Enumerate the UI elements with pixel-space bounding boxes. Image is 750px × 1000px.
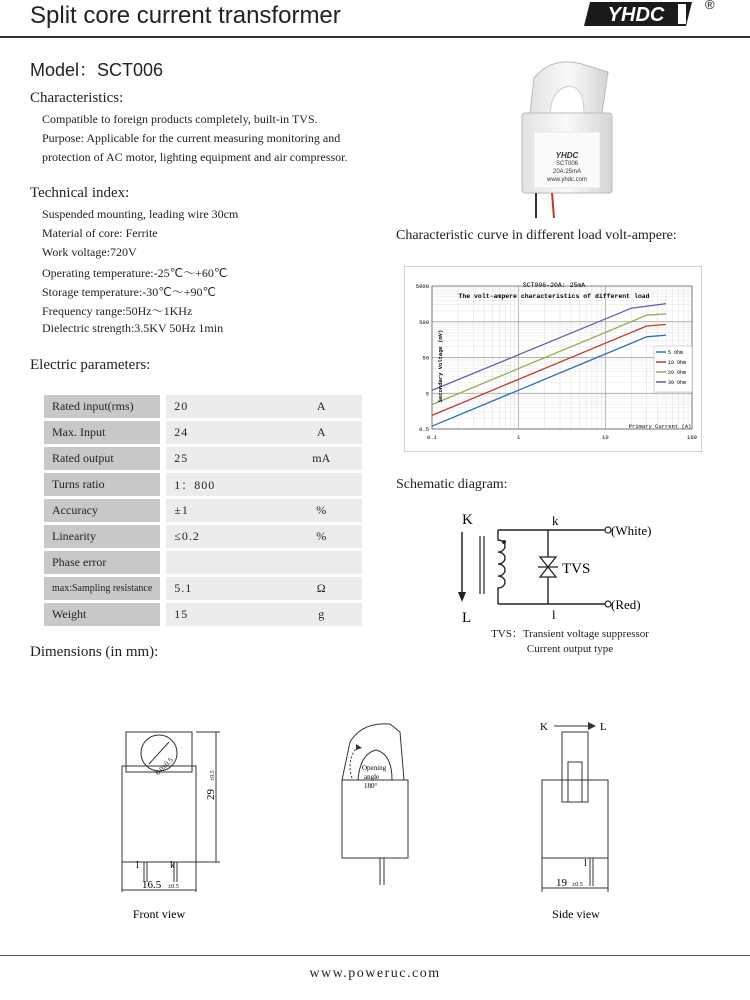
param-label: Rated input(rms) <box>44 395 160 418</box>
dim-29: 29 <box>205 789 217 800</box>
param-value: ±1 <box>160 499 280 522</box>
svg-text:YHDC: YHDC <box>607 4 665 26</box>
label-brand: YHDC <box>555 151 579 160</box>
technical-line: Material of core: Ferrite <box>42 226 158 240</box>
dim-19-tol: ±0.5 <box>572 882 583 888</box>
angle-label: angle <box>364 773 380 781</box>
param-label: Turns ratio <box>44 473 160 496</box>
side-K: K <box>540 721 548 733</box>
schem-l: l <box>552 607 556 622</box>
volt-ampere-chart <box>404 266 702 452</box>
param-unit: g <box>280 603 362 626</box>
param-label: Rated output <box>44 447 160 470</box>
param-value: 24 <box>160 421 280 444</box>
param-label: Accuracy <box>44 499 160 522</box>
table-row <box>44 395 362 418</box>
y-tick-label: 0.5 <box>419 426 429 433</box>
param-label: Max. Input <box>44 421 160 444</box>
schem-tvs: TVS <box>562 561 591 577</box>
characteristics-heading: Characteristics: <box>30 90 124 106</box>
y-tick-label: 50 <box>422 354 429 362</box>
technical-heading: Technical index: <box>30 185 130 201</box>
table-row <box>44 473 362 496</box>
tvs-note-1: TVS：Transient voltage suppressor <box>491 628 649 640</box>
table-row <box>44 525 362 548</box>
x-tick-label: 0.1 <box>427 434 437 441</box>
y-tick-label: 500 <box>419 318 429 326</box>
tvs-note <box>470 627 670 657</box>
label-model: SCT006 <box>555 161 578 167</box>
chart-xlabel: Primary Current (A) <box>628 423 692 430</box>
param-unit: % <box>280 499 362 522</box>
electric-heading: Electric parameters: <box>30 357 151 373</box>
polarity-dot <box>502 540 506 544</box>
technical-line: Frequency range:50Hz～1KHz <box>42 304 193 318</box>
x-tick-label: 1 <box>517 434 521 441</box>
table-row <box>44 499 362 522</box>
tvs-note-2: Current output type <box>526 643 614 655</box>
footer-rule <box>0 955 750 956</box>
side-view-caption: Side view <box>552 907 600 921</box>
dim-diameter: 6.0±0.5 <box>153 756 175 777</box>
dim-29-tol: ±0.5 <box>210 770 216 781</box>
param-unit <box>280 473 362 496</box>
chart-ylabel: Secondary Voltage (mV) <box>437 329 444 403</box>
y-tick-label: 5000 <box>415 283 429 290</box>
side-view-drawing <box>542 726 608 892</box>
param-value: 15 <box>160 603 280 626</box>
param-value: 5.1 <box>160 577 280 600</box>
footer-url: www.poweruc.com <box>309 966 441 981</box>
front-l: l <box>136 860 139 871</box>
param-value: 25 <box>160 447 280 470</box>
characteristics-line: protection of AC motor, lighting equipment and air compressor. <box>42 150 348 164</box>
param-label: max:Sampling resistance <box>44 577 160 600</box>
header-rule <box>0 36 750 38</box>
dimension-drawings <box>100 700 660 930</box>
registered-mark: ® <box>705 0 715 12</box>
param-label: Phase error <box>44 551 160 574</box>
param-label: Linearity <box>44 525 160 548</box>
label-rating: 20A:25mA <box>552 169 582 175</box>
x-tick-label: 10 <box>602 434 609 441</box>
legend-label: 10 Ohm <box>668 360 687 366</box>
product-label <box>534 152 600 184</box>
schem-red: (Red) <box>611 597 641 612</box>
product-photo <box>512 58 622 218</box>
schem-k: k <box>552 513 559 528</box>
electric-parameters-table <box>44 392 362 629</box>
param-unit <box>280 551 362 574</box>
dimensions-heading: Dimensions (in mm): <box>30 644 159 660</box>
schem-K: K <box>462 512 473 528</box>
param-unit: A <box>280 395 362 418</box>
param-unit: A <box>280 421 362 444</box>
side-l: l <box>584 858 587 869</box>
side-L: L <box>600 721 607 733</box>
chart-legend <box>654 346 692 392</box>
opening-label: Opening <box>362 764 387 772</box>
y-tick-label: 5 <box>425 390 429 398</box>
front-view-caption: Front view <box>132 907 186 921</box>
angle-arrow-icon <box>356 744 362 750</box>
technical-line: Dielectric strength:3.5KV 50Hz 1min <box>42 321 224 335</box>
schem-L: L <box>462 610 472 626</box>
param-unit: % <box>280 525 362 548</box>
characteristics-line: Purpose: Applicable for the current measuring monitoring and <box>42 131 341 145</box>
technical-line: Storage temperature:-30℃～+90℃ <box>42 285 217 299</box>
page-title: Split core current transformer <box>30 2 341 29</box>
curve-caption: Characteristic curve in different load volt-ampere: <box>396 228 677 243</box>
open-view-drawing <box>342 724 408 885</box>
table-row <box>44 577 362 600</box>
table-row <box>44 603 362 626</box>
label-url: www.yhdc.com <box>546 177 587 183</box>
table-row <box>44 551 362 574</box>
chart-title: SCT006-20A: 25mA <box>522 282 586 289</box>
model-title: Model：SCT006 <box>30 60 164 80</box>
technical-line: Work voltage:720V <box>42 245 137 259</box>
kl-arrow-icon <box>588 722 596 730</box>
chart-subtitle: The volt-ampere characteristics of different load <box>458 293 650 300</box>
dim-16-5: 16.5 <box>142 879 162 891</box>
legend-label: 30 Ohm <box>668 380 687 386</box>
x-tick-label: 100 <box>687 434 697 441</box>
front-k: k <box>170 860 175 871</box>
table-row <box>44 447 362 470</box>
param-value <box>160 551 280 574</box>
tvs-symbol-icon <box>538 557 558 577</box>
table-row <box>44 421 362 444</box>
schematic-caption: Schematic diagram: <box>396 477 508 492</box>
param-value: 20 <box>160 395 280 418</box>
param-value: ≤0.2 <box>160 525 280 548</box>
param-unit: mA <box>280 447 362 470</box>
degree-label: 180° <box>364 782 378 790</box>
coil-icon <box>498 536 505 604</box>
arrow-head-icon <box>458 592 466 602</box>
characteristics-line: Compatible to foreign products completely, built-in TVS. <box>42 112 318 126</box>
technical-line: Operating temperature:-25℃～+60℃ <box>42 266 228 280</box>
brand-logo <box>584 0 696 28</box>
schem-white: (White) <box>611 523 652 538</box>
dim-16-5-tol: ±0.5 <box>168 884 179 890</box>
param-label: Weight <box>44 603 160 626</box>
legend-label: 20 Ohm <box>668 370 687 376</box>
legend-label: 5 Ohm <box>668 350 684 356</box>
technical-line: Suspended mounting, leading wire 30cm <box>42 207 239 221</box>
param-unit: Ω <box>280 577 362 600</box>
param-value: 1：800 <box>160 473 280 496</box>
dim-19: 19 <box>556 877 567 889</box>
schematic-diagram <box>440 506 680 630</box>
